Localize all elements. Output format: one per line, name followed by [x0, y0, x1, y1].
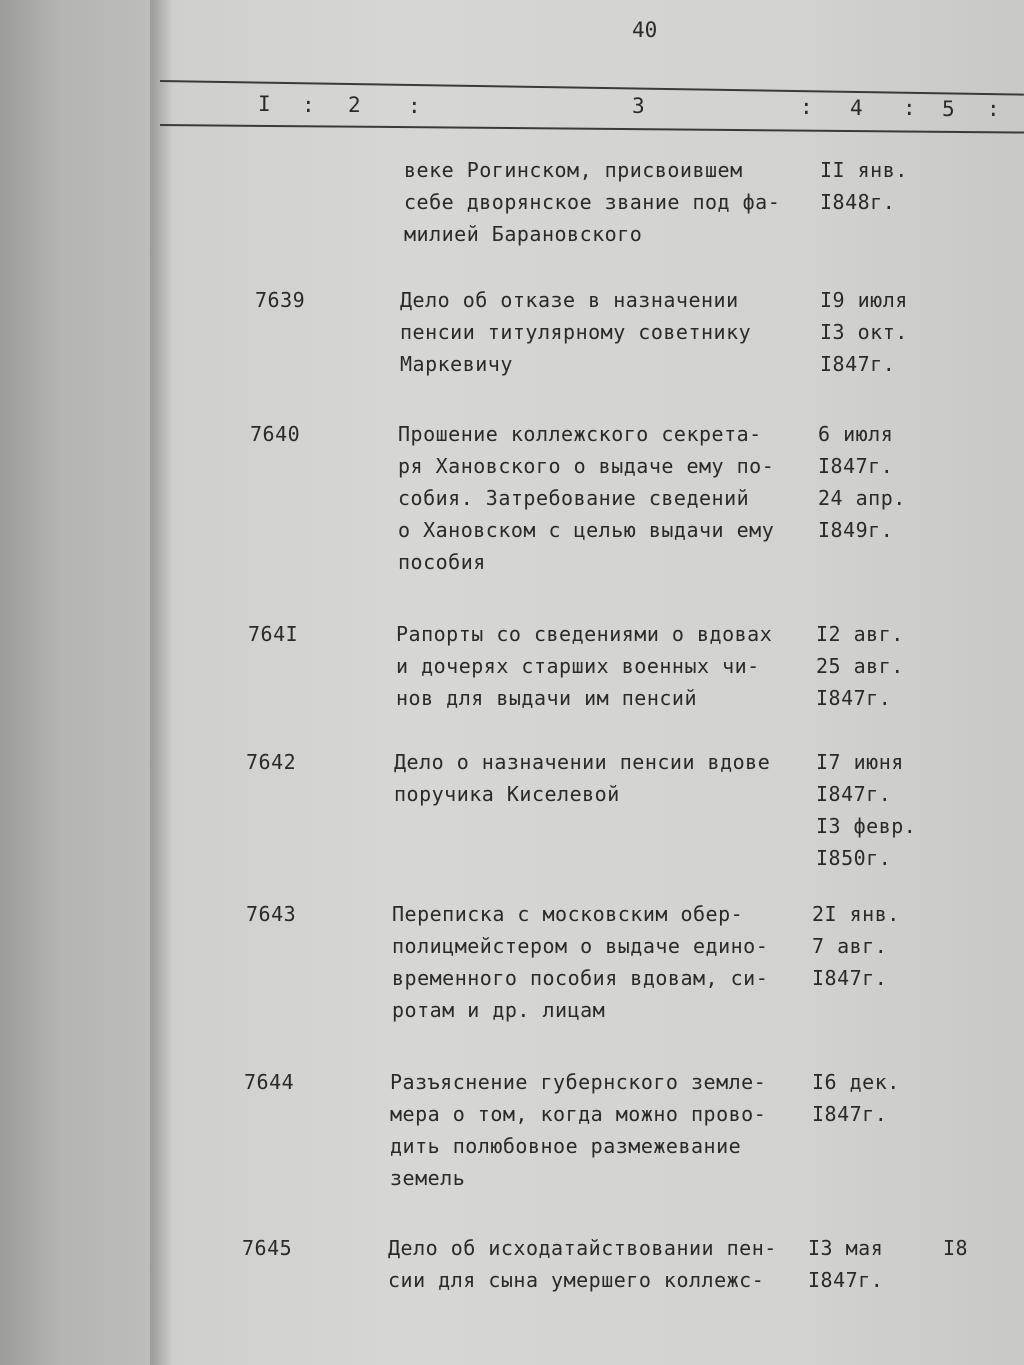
entry-description-line: ротам и др. лицам	[392, 998, 606, 1022]
entry-date: I847г.	[816, 782, 892, 806]
entry-date: I6 дек.	[812, 1070, 900, 1094]
entry-date: 7 авг.	[812, 934, 888, 958]
entry-description-line: Прошение коллежского секрета-	[398, 422, 762, 446]
column-separator: :	[302, 92, 315, 117]
entry-date: I847г.	[818, 454, 894, 478]
entry-number: 7644	[244, 1070, 295, 1094]
entry-description-line: мера о том, когда можно прово-	[390, 1102, 767, 1126]
entry-description-line: милией Барановского	[404, 222, 643, 246]
entry-description-line: о Хановском с целью выдачи ему	[398, 518, 775, 542]
entry-date: I849г.	[818, 518, 894, 542]
column-header: 4	[850, 95, 863, 120]
entry-description-line: веке Рогинском, присвоившем	[404, 158, 743, 182]
entry-description-line: пенсии титулярному советнику	[400, 320, 752, 344]
entry-date: I847г.	[812, 1102, 888, 1126]
entry-date: I7 июня	[816, 750, 904, 774]
entry-date: I847г.	[808, 1268, 884, 1292]
entry-date: I9 июля	[820, 288, 908, 312]
entry-description-line: полицмейстером о выдаче едино-	[392, 934, 769, 958]
entry-description-line: и дочерях старших военных чи-	[396, 654, 760, 678]
entry-date: I3 окт.	[820, 320, 908, 344]
entry-date: 24 апр.	[818, 486, 906, 510]
column-header: I	[258, 92, 271, 116]
entry-date: I847г.	[812, 966, 888, 990]
entry-date: I847г.	[820, 352, 896, 376]
entry-description-line: Переписка с московским обер-	[392, 902, 744, 926]
entry-description-line: пособия	[398, 550, 486, 574]
header-bottom-rule	[160, 124, 1024, 134]
entry-date: I3 февр.	[816, 814, 917, 838]
entry-description-line: Разъяснение губернского земле-	[390, 1070, 767, 1094]
column-header: 3	[632, 94, 645, 119]
entry-description-line: собия. Затребование сведений	[398, 486, 750, 510]
entry-date: I850г.	[816, 846, 892, 870]
page-gutter-shadow	[150, 0, 172, 1365]
column-separator: :	[903, 96, 916, 121]
entry-description-line: временного пособия вдовам, си-	[392, 966, 769, 990]
entry-date: I847г.	[816, 686, 892, 710]
entry-description-line: Рапорты со сведениями о вдовах	[396, 622, 773, 646]
entry-date: II янв.	[820, 158, 908, 182]
entry-date: I848г.	[820, 190, 896, 214]
entry-description-line: Дело об отказе в назначении	[400, 288, 739, 312]
entry-number: 7640	[250, 422, 301, 446]
page-number: 40	[632, 18, 658, 42]
entry-number: 7643	[246, 902, 297, 926]
entry-sheet-count: I8	[943, 1236, 969, 1260]
entry-description-line: ря Хановского о выдаче ему по-	[398, 454, 775, 478]
entry-description-line: нов для выдачи им пенсий	[396, 686, 697, 710]
column-header: 2	[348, 93, 361, 118]
entry-number: 7645	[242, 1236, 293, 1260]
entry-description-line: Дело об исходатайствовании пен-	[388, 1236, 777, 1260]
entry-date: 25 авг.	[816, 654, 904, 678]
entry-description-line: поручика Киселевой	[394, 782, 620, 806]
column-separator: :	[800, 95, 813, 119]
column-separator: :	[987, 97, 1000, 122]
header-top-rule	[160, 80, 1024, 96]
entry-date: 6 июля	[818, 422, 894, 446]
entry-description-line: себе дворянское звание под фа-	[404, 190, 781, 214]
entry-description-line: Дело о назначении пенсии вдове	[394, 750, 771, 774]
column-header: 5	[942, 96, 955, 121]
entry-date: I3 мая	[808, 1236, 884, 1260]
entry-description-line: земель	[390, 1166, 466, 1190]
entry-description-line: сии для сына умершего коллежс-	[388, 1268, 765, 1292]
entry-number: 7642	[246, 750, 297, 774]
entry-number: 7639	[255, 288, 306, 312]
entry-date: 2I янв.	[812, 902, 900, 926]
entry-description-line: Маркевичу	[400, 352, 513, 376]
entry-date: I2 авг.	[816, 622, 904, 646]
entry-number: 764I	[248, 622, 299, 646]
entry-description-line: дить полюбовное размежевание	[390, 1134, 742, 1158]
column-separator: :	[408, 93, 421, 118]
